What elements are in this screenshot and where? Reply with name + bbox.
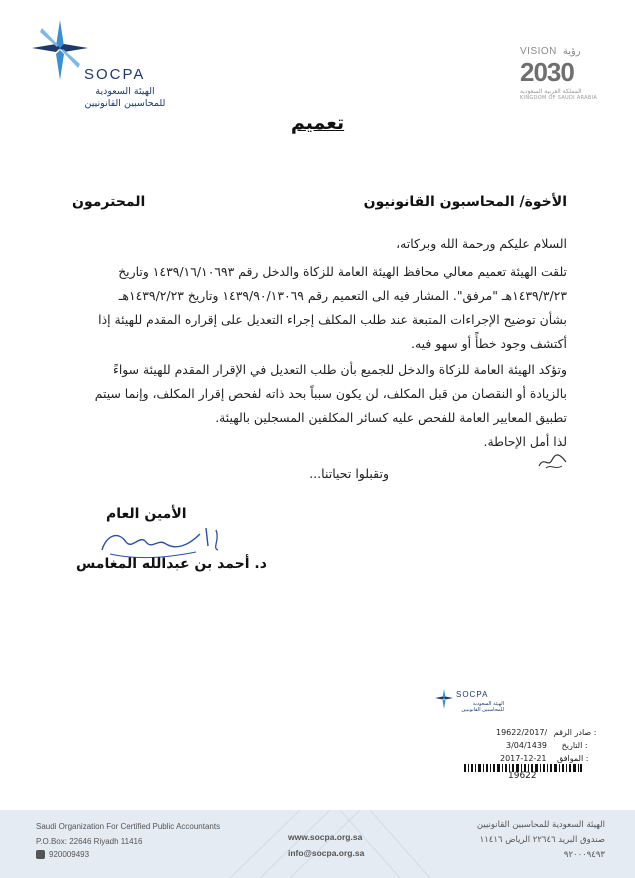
barcode-number: 19622 [508, 771, 537, 781]
stamp-ref-label: الرقم : [553, 728, 597, 737]
addressee: الأخوة/ المحاسبون القانونيون [363, 194, 567, 210]
initials-scribble-icon [536, 450, 570, 472]
footer-pobox-ar: صندوق البريد ٢٢٦٤٦ الرياض ١١٤١٦ [479, 835, 605, 845]
footer-name-en: Saudi Organization For Certified Public Accountants [36, 822, 221, 831]
socpa-name-ar-1: الهيئة السعودية [95, 86, 155, 97]
vision-sub-en: KINGDOM OF SAUDI ARABIA [520, 95, 598, 101]
stamp-ref-value: 19622/2017/ [496, 728, 548, 737]
vision-2030-logo [518, 46, 608, 102]
footer-pobox-en: P.O.Box: 22646 Riyadh 11416 [36, 837, 143, 846]
para2-line2: بالزيادة أو النقصان من قبل المكلف، لن يكون سبباً بحد ذاته لفحص إقرار المكلف، وإنما سيتم [94, 386, 567, 401]
stamp-corresponding-value: 2017-12-21 [500, 754, 547, 763]
vision-label-ar: رؤية [562, 46, 581, 57]
vision-label-row [520, 46, 581, 57]
stamp-date-label: التاريخ : [561, 741, 588, 750]
socpa-name-en: SOCPA [84, 66, 146, 83]
para1-line3: بشأن توضيح الإجراءات المتبعة عند طلب المكلف إجراء التعديل على إقراره المقدم للهيئة إذا [98, 312, 567, 327]
stamp-date-value: 3/04/1439 [506, 741, 548, 750]
stamp-logo [434, 688, 504, 718]
stamp-corresponding-row [500, 754, 588, 763]
socpa-logo [30, 18, 170, 118]
footer-phone-en: 920009493 [49, 850, 90, 859]
stamp-corresponding-label: الموافق : [557, 754, 589, 763]
letter-title: تعميم [290, 112, 345, 134]
footer-name-ar: الهيئة السعودية للمحاسبين القانونيين [476, 820, 605, 830]
vision-year: 2030 [520, 57, 574, 87]
para2-line1: وتؤكد الهيئة العامة للزكاة والدخل للجميع بأن طلب التعديل في الإقرار المقدم للهيئة سواءً [113, 362, 567, 377]
stamp-ref-row [496, 728, 596, 737]
stamp-ref-prefix: صادر [574, 728, 592, 737]
para1-line1: تلقت الهيئة تعميم معالي محافظ الهيئة العامة للزكاة والدخل رقم ١٤٣٩/١٦/١٠٦٩٣ وتاريخ [118, 264, 567, 279]
para2-line3: تطبيق المعايير العامة للفحص عليه كسائر المكلفين المسجلين بالهيئة. [215, 410, 567, 425]
vision-sub-ar: المملكة العربية السعودية [520, 88, 582, 95]
footer-phone-ar: ٩٢٠٠٠٩٤٩٣ [563, 850, 605, 860]
socpa-star-icon [30, 18, 90, 82]
para1-line4: أكتشف وجود خطأً أو سهو فيه. [411, 336, 567, 351]
greeting: السلام عليكم ورحمة الله وبركاته، [396, 236, 567, 251]
signatory-name: د. أحمد بن عبدالله المغامس [76, 556, 267, 572]
vision-label: VISION [520, 46, 557, 57]
phone-icon [36, 850, 45, 859]
stamp-date-row [506, 741, 588, 750]
para3: لذا أمل الإحاطة. [483, 434, 567, 449]
footer-email[interactable]: info@socpa.org.sa [288, 848, 365, 858]
stamp-org-en: SOCPA [456, 690, 489, 699]
signatory-title: الأمين العام [106, 506, 187, 522]
stamp-star-icon [434, 688, 454, 710]
footer-phone-row [36, 850, 89, 859]
stamp-org-ar: الهيئة السعودية للمحاسبين القانونيين [461, 701, 504, 713]
respected-label: المحترمون [72, 194, 146, 210]
footer-band [0, 810, 635, 878]
para1-line2: ١٤٣٩/٣/٢٣هـ "مرفق". المشار فيه الى التعميم رقم ١٤٣٩/٩٠/١٣٠٦٩ وتاريخ ١٤٣٩/٢/٢٣هـ [118, 288, 567, 303]
footer-website[interactable]: www.socpa.org.sa [288, 832, 363, 842]
socpa-name-ar-2: للمحاسبين القانونيين [84, 98, 166, 109]
closing-text: وتقبلوا تحياتنا... [309, 466, 389, 481]
